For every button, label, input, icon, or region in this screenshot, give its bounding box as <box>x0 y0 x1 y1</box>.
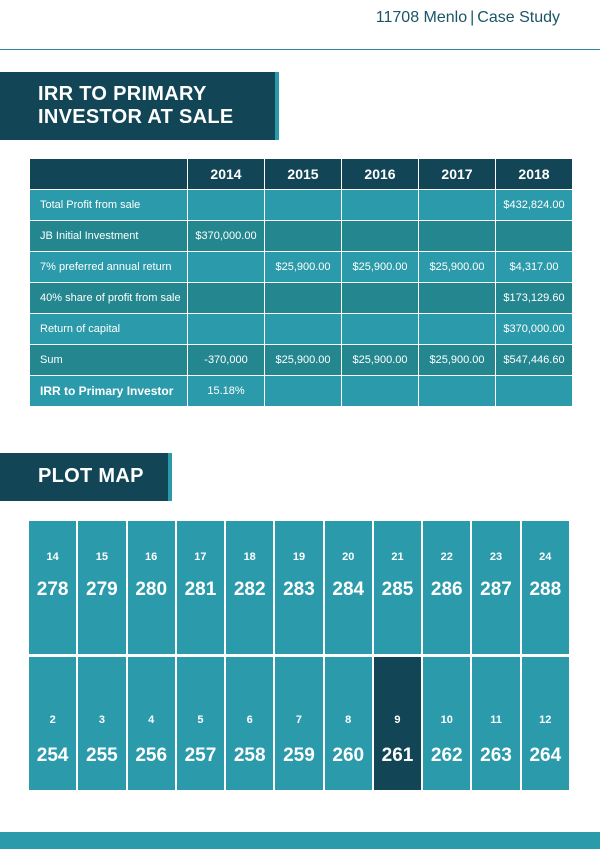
irr-table-row <box>30 190 573 221</box>
year-header: 2016 <box>342 159 419 190</box>
plot-cell <box>78 657 125 790</box>
year-header: 2015 <box>265 159 342 190</box>
table-cell <box>419 376 496 407</box>
irr-table-row <box>30 376 573 407</box>
plot-cell <box>29 521 76 654</box>
plot-number: 287 <box>480 579 512 600</box>
table-cell: $25,900.00 <box>342 345 419 376</box>
plot-number: 280 <box>135 579 168 600</box>
plot-number: 278 <box>36 579 69 600</box>
plot-number: 262 <box>430 745 463 766</box>
plot-map-grid <box>29 521 569 790</box>
table-cell: $173,129.60 <box>496 283 573 314</box>
table-cell <box>265 190 342 221</box>
lot-number: 11 <box>490 714 502 726</box>
lot-number: 16 <box>145 551 158 563</box>
lot-number: 20 <box>342 551 355 563</box>
lot-number: 3 <box>98 714 105 726</box>
table-cell <box>188 252 265 283</box>
table-cell: $25,900.00 <box>265 345 342 376</box>
plot-cell <box>128 521 175 654</box>
plot-number: 259 <box>283 745 315 766</box>
table-cell <box>419 283 496 314</box>
plot-cell <box>177 657 224 790</box>
lot-number: 8 <box>345 714 352 726</box>
plot-cell <box>177 521 224 654</box>
lot-number: 14 <box>46 551 59 563</box>
header-title <box>376 9 560 27</box>
plot-cell <box>226 657 273 790</box>
table-cell <box>496 376 573 407</box>
lot-number: 21 <box>391 551 404 563</box>
lot-number: 22 <box>440 551 453 563</box>
lot-number: 9 <box>394 714 401 726</box>
document-type: Case Study <box>477 9 560 26</box>
lot-number: 7 <box>295 714 303 726</box>
lot-number: 17 <box>194 551 207 563</box>
table-cell: $25,900.00 <box>419 345 496 376</box>
table-cell <box>265 376 342 407</box>
table-cell <box>342 221 419 252</box>
plot-cell <box>423 657 470 790</box>
table-cell <box>342 314 419 345</box>
plot-number: 258 <box>233 745 266 766</box>
lot-number: 18 <box>243 551 256 563</box>
header-separator: | <box>470 9 475 26</box>
plot-cell <box>325 657 372 790</box>
plot-cell <box>275 657 322 790</box>
plot-row-bottom <box>29 657 569 790</box>
lot-number: 6 <box>246 714 253 726</box>
plot-number: 255 <box>86 745 118 766</box>
plot-cell <box>275 521 322 654</box>
year-header: 2014 <box>188 159 265 190</box>
plot-number: 256 <box>135 745 168 766</box>
footer-bar <box>0 832 600 849</box>
plot-cell <box>226 521 273 654</box>
table-cell: $4,317.00 <box>496 252 573 283</box>
table-cell: -370,000 <box>188 345 265 376</box>
row-label: 40% share of profit from sale <box>30 283 188 314</box>
plot-cell <box>472 521 519 654</box>
plot-cell <box>325 521 372 654</box>
row-label: Return of capital <box>30 314 188 345</box>
table-cell: $370,000.00 <box>188 221 265 252</box>
project-name: 11708 Menlo <box>375 9 468 26</box>
row-label: Total Profit from sale <box>30 190 188 221</box>
irr-section-title <box>0 72 279 140</box>
plot-cell <box>522 657 569 790</box>
lot-number: 12 <box>539 714 552 726</box>
table-cell: $370,000.00 <box>496 314 573 345</box>
irr-table-header-row <box>30 159 573 190</box>
plot-number: 263 <box>480 745 512 766</box>
table-cell <box>419 314 496 345</box>
table-cell: 15.18% <box>188 376 265 407</box>
table-cell <box>342 190 419 221</box>
plot-number: 257 <box>184 745 217 766</box>
table-cell <box>419 190 496 221</box>
plot-number: 283 <box>283 579 315 600</box>
table-cell <box>265 283 342 314</box>
lot-number: 10 <box>440 714 453 726</box>
irr-table-row <box>30 252 573 283</box>
table-cell: $25,900.00 <box>419 252 496 283</box>
plot-cell <box>29 657 76 790</box>
irr-table-row <box>30 345 573 376</box>
table-cell <box>265 221 342 252</box>
irr-table <box>29 158 573 407</box>
plot-cell <box>522 521 569 654</box>
plot-number: 286 <box>430 579 463 600</box>
plot-number: 261 <box>381 745 414 766</box>
plot-number: 285 <box>381 579 414 600</box>
plot-map-title: PLOT MAP <box>0 453 172 501</box>
irr-title-line-2: INVESTOR AT SALE <box>38 106 234 128</box>
table-cell <box>342 283 419 314</box>
lot-number: 5 <box>197 714 204 726</box>
plot-cell <box>78 521 125 654</box>
lot-number: 15 <box>95 551 109 563</box>
plot-number: 260 <box>332 745 365 766</box>
table-cell <box>419 221 496 252</box>
table-cell <box>188 190 265 221</box>
plot-number: 288 <box>529 579 562 600</box>
table-cell: $547,446.60 <box>496 345 573 376</box>
lot-number: 23 <box>489 551 503 563</box>
table-corner-cell <box>30 159 188 190</box>
plot-cell <box>423 521 470 654</box>
year-header: 2017 <box>419 159 496 190</box>
table-cell <box>496 221 573 252</box>
table-cell: $432,824.00 <box>496 190 573 221</box>
page-header <box>0 0 600 50</box>
lot-number: 4 <box>148 714 155 726</box>
plot-row-top <box>29 521 569 654</box>
plot-cell <box>472 657 519 790</box>
table-cell: $25,900.00 <box>342 252 419 283</box>
plot-number: 254 <box>36 745 69 766</box>
table-cell <box>265 314 342 345</box>
irr-table-row <box>30 314 573 345</box>
irr-table-row <box>30 283 573 314</box>
table-cell <box>188 283 265 314</box>
plot-cell <box>128 657 175 790</box>
table-cell <box>342 376 419 407</box>
plot-number: 284 <box>332 579 365 600</box>
lot-number: 2 <box>49 714 56 726</box>
year-header: 2018 <box>496 159 573 190</box>
lot-number: 24 <box>539 551 552 563</box>
plot-cell-highlighted <box>374 657 421 790</box>
plot-number: 279 <box>86 579 118 600</box>
row-label: Sum <box>30 345 188 376</box>
row-label: IRR to Primary Investor <box>30 376 188 407</box>
plot-number: 282 <box>233 579 266 600</box>
row-label: JB Initial Investment <box>30 221 188 252</box>
plot-number: 264 <box>529 745 562 766</box>
table-cell <box>188 314 265 345</box>
lot-number: 19 <box>292 551 306 563</box>
irr-title-line-1: IRR TO PRIMARY <box>38 83 207 105</box>
plot-number: 281 <box>184 579 217 600</box>
irr-table-row <box>30 221 573 252</box>
plot-cell <box>374 521 421 654</box>
table-cell: $25,900.00 <box>265 252 342 283</box>
row-label: 7% preferred annual return <box>30 252 188 283</box>
